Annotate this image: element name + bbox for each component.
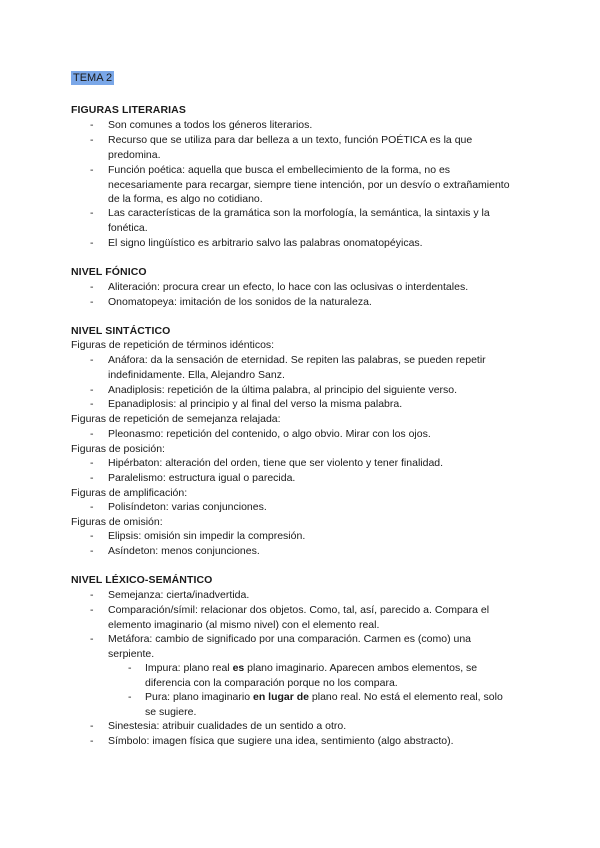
sub-bullet-dash: - xyxy=(128,691,132,703)
bullet-dash: - xyxy=(90,134,94,146)
list-item: Son comunes a todos los géneros literarios. xyxy=(108,119,313,131)
bullet-dash: - xyxy=(90,281,94,293)
bullet-dash: - xyxy=(90,457,94,469)
sub-list-item xyxy=(145,661,515,690)
section-heading-sintactico: NIVEL SINTÁCTICO xyxy=(71,325,171,337)
bullet-dash: - xyxy=(90,501,94,513)
list-item: Pleonasmo: repetición del contenido, o algo obvio. Mirar con los ojos. xyxy=(108,428,431,440)
bullet-dash: - xyxy=(90,428,94,440)
bullet-dash: - xyxy=(90,604,94,616)
group-label: Figuras de repetición de semejanza relajada: xyxy=(71,413,281,425)
list-item: Anáfora: da la sensación de eternidad. Se repiten las palabras, se pueden repetir indefinidamente. Ella, Alejandro Sanz. xyxy=(108,354,486,381)
sub-item-text: plano imaginario. Aparecen ambos elementos, se diferencia con la comparación porque no los compara. xyxy=(145,662,478,689)
section-heading-fonico: NIVEL FÓNICO xyxy=(71,266,147,278)
list-item: Las características de la gramática son la morfología, la semántica, la sintaxis y la fonética. xyxy=(108,207,490,234)
bullet-dash: - xyxy=(90,720,94,732)
list-item: Anadiplosis: repetición de la última palabra, al principio del siguiente verso. xyxy=(108,384,458,396)
list-item: Onomatopeya: imitación de los sonidos de la naturaleza. xyxy=(108,296,372,308)
sub-item-bold: en lugar de xyxy=(252,691,309,703)
bullet-dash: - xyxy=(90,472,94,484)
bullet-dash: - xyxy=(90,354,94,366)
bullet-dash: - xyxy=(90,296,94,308)
bullet-dash: - xyxy=(90,735,94,747)
list-item: Asíndeton: menos conjunciones. xyxy=(108,545,260,557)
list-item: Polisíndeton: varias conjunciones. xyxy=(108,501,267,513)
list-item: Sinestesia: atribuir cualidades de un sentido a otro. xyxy=(108,720,347,732)
list-item: Recurso que se utiliza para dar belleza a un texto, función POÉTICA es la que predomina. xyxy=(108,134,473,161)
bullet-dash: - xyxy=(90,530,94,542)
group-label: Figuras de amplificación: xyxy=(71,487,188,499)
bullet-dash: - xyxy=(90,164,94,176)
bullet-dash: - xyxy=(90,633,94,645)
bullet-dash: - xyxy=(90,589,94,601)
bullet-dash: - xyxy=(90,119,94,131)
list-item: Símbolo: imagen física que sugiere una idea, sentimiento (algo abstracto). xyxy=(108,735,454,747)
group-label: Figuras de repetición de términos idénticos: xyxy=(71,339,275,351)
list-item: Epanadiplosis: al principio y al final del verso la misma palabra. xyxy=(108,398,403,410)
section-heading-lexico: NIVEL LÉXICO-SEMÁNTICO xyxy=(71,574,213,586)
bullet-dash: - xyxy=(90,545,94,557)
list-item: El signo lingüístico es arbitrario salvo las palabras onomatopéyicas. xyxy=(108,237,423,249)
list-item: Aliteración: procura crear un efecto, lo hace con las oclusivas o interdentales. xyxy=(108,281,469,293)
group-label: Figuras de omisión: xyxy=(71,516,163,528)
sub-item-text: plano real. No está el elemento real, solo se sugiere. xyxy=(145,691,503,718)
list-item: Metáfora: cambio de significado por una comparación. Carmen es (como) una serpiente. xyxy=(108,633,472,660)
sub-item-bold: es xyxy=(232,662,245,674)
bullet-dash: - xyxy=(90,207,94,219)
sub-bullet-dash: - xyxy=(128,662,132,674)
list-item: Semejanza: cierta/inadvertida. xyxy=(108,589,250,601)
list-item: Hipérbaton: alteración del orden, tiene que ser violento y tener finalidad. xyxy=(108,457,444,469)
sub-item-text: Pura: plano imaginario xyxy=(145,691,253,703)
sub-item-text: Impura: plano real xyxy=(145,662,233,674)
list-item: Comparación/símil: relacionar dos objetos. Como, tal, así, parecido a. Compara el elemento imaginario (al mismo nivel) con el elemento real. xyxy=(108,604,490,631)
bullet-dash: - xyxy=(90,384,94,396)
list-item: Elipsis: omisión sin impedir la compresión. xyxy=(108,530,306,542)
sub-list-item xyxy=(145,690,515,719)
section-heading-figuras: FIGURAS LITERARIAS xyxy=(71,104,186,116)
bullet-dash: - xyxy=(90,237,94,249)
bullet-dash: - xyxy=(90,398,94,410)
list-item: Función poética: aquella que busca el embellecimiento de la forma, no es necesariamente para recargar, siempre tiene intención, por un desvío o extrañamiento de la forma, es algo no cotidiano. xyxy=(108,164,510,206)
group-label: Figuras de posición: xyxy=(71,443,165,455)
page-title: TEMA 2 xyxy=(73,72,113,84)
list-item: Paralelismo: estructura igual o parecida. xyxy=(108,472,296,484)
